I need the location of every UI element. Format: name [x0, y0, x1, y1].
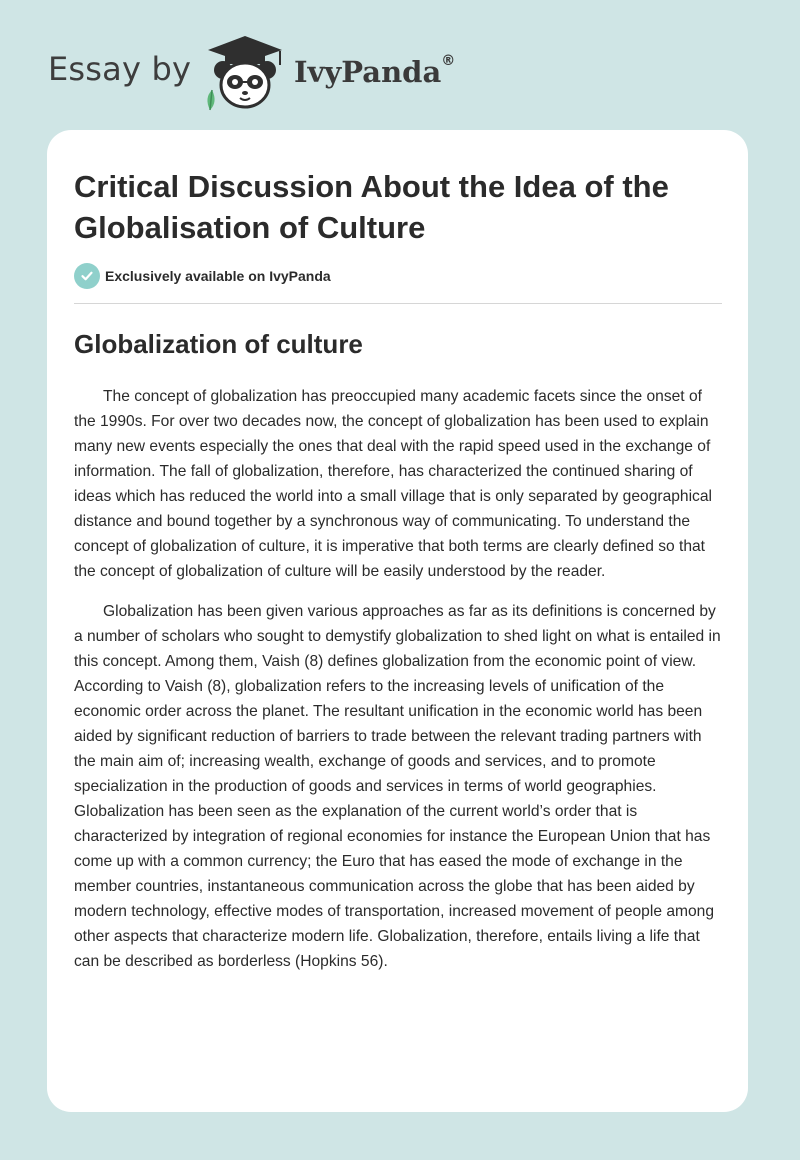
- site-header: [0, 0, 800, 130]
- brand-name[interactable]: IvyPanda®: [294, 53, 456, 89]
- paragraph: Globalization has been given various approaches as far as its definitions is concerned by a number of scholars who sought to demystify globalization to shed light on what is entailed in this concept. Among them, Vaish (8) defines globalization from the economic point of view. According to Vaish (8), globalization refers to the increasing levels of unification of the economic order across the planet. The resultant unification in the economic world has been aided by significant reduction of barriers to trade between the relevant trading partners with the main aim of; increasing wealth, exchange of goods and services, and to promote specialization in the production of goods and services in terms of world geographies. Globalization has been seen as the explanation of the current world’s order that is characterized by integration of regional economies for instance the European Union that has come up with a common currency; the Euro that has eased the mode of exchange in the member countries, instantaneous communication across the globe that has been aided by modern technology, effective modes of transportation, increased movement of people among other aspects that characterize modern life. Globalization, therefore, entails living a life that can be described as borderless (Hopkins 56).: [74, 603, 721, 970]
- essay-card: [47, 130, 748, 1112]
- exclusive-label: Exclusively available on IvyPanda: [105, 268, 331, 284]
- essay-body: [74, 384, 726, 989]
- registered-mark: ®: [441, 53, 456, 70]
- panda-graduate-icon[interactable]: [200, 32, 290, 112]
- section-heading: Globalization of culture: [74, 329, 363, 359]
- exclusive-badge: [74, 263, 331, 289]
- paragraph: The concept of globalization has preoccupied many academic facets since the onset of the 1990s. For over two decades now, the concept of globalization has been used to explain many new events especially the ones that deal with the rapid speed used in the exchange of information. The fall of globalization, therefore, has characterized the continued sharing of ideas which has reduced the world into a small village that is only separated by geographical distance and bound together by a synchronous way of communicating. To understand the concept of globalization of culture, it is imperative that both terms are clearly defined so that the concept of globalization of culture will be easily understood by the reader.: [74, 388, 712, 580]
- check-circle-icon: [74, 263, 100, 289]
- essay-by-label: Essay by: [48, 50, 192, 88]
- divider: [74, 303, 722, 304]
- essay-title: Critical Discussion About the Idea of the Globalisation of Culture: [74, 169, 669, 245]
